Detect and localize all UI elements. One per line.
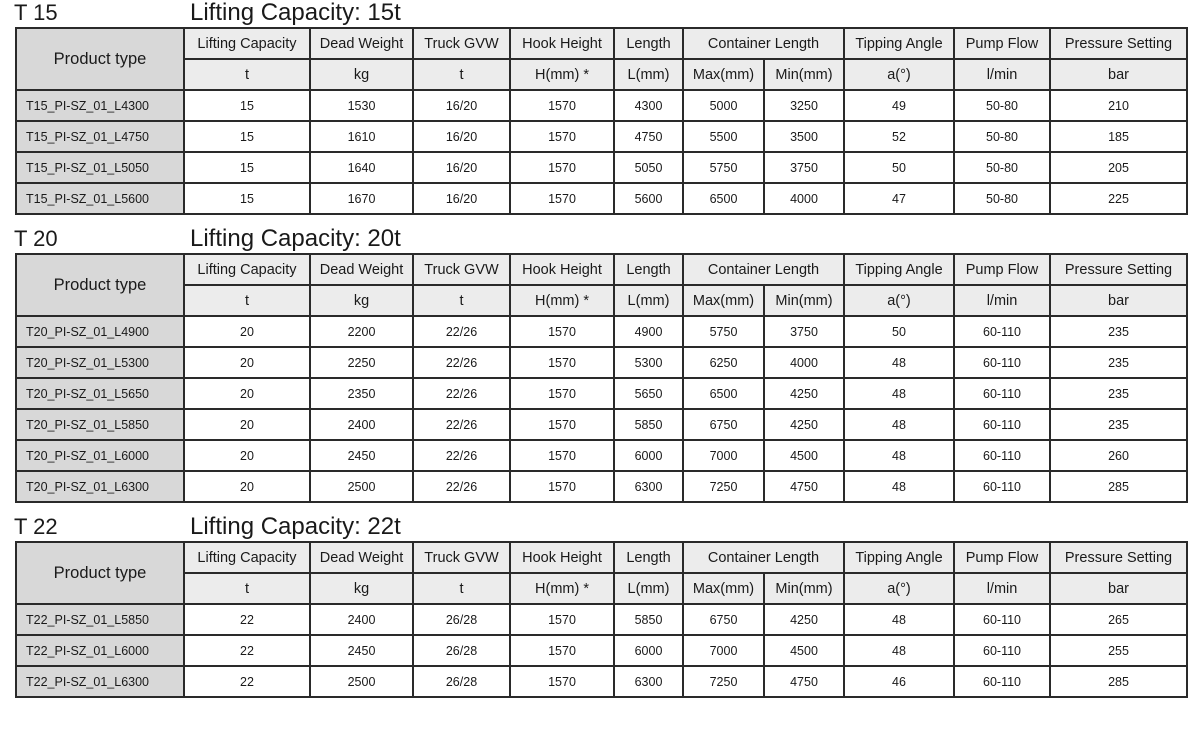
hook-height-cell: 1570: [510, 152, 614, 183]
lifting-capacity-cell: 22: [184, 604, 310, 635]
lifting-capacity-unit: t: [184, 59, 310, 90]
pressure-setting-unit: bar: [1050, 59, 1187, 90]
dead-weight-cell: 1610: [310, 121, 413, 152]
lifting-capacity-cell: 22: [184, 666, 310, 697]
lifting-capacity-cell: 20: [184, 409, 310, 440]
tipping-angle-unit: a(°): [844, 285, 954, 316]
length-cell: 5300: [614, 347, 683, 378]
container-length-min-cell: 3250: [764, 90, 844, 121]
hook-height-cell: 1570: [510, 378, 614, 409]
table-body: [16, 604, 1187, 697]
header-row-labels: [16, 28, 1187, 59]
hook-height-unit: H(mm) *: [510, 59, 614, 90]
container-length-max-cell: 7000: [683, 440, 764, 471]
dead-weight-unit: kg: [310, 573, 413, 604]
truck-gvw-header: Truck GVW: [413, 28, 510, 59]
container-length-max-cell: 7000: [683, 635, 764, 666]
pump-flow-header: Pump Flow: [954, 254, 1050, 285]
pressure-setting-cell: 265: [1050, 604, 1187, 635]
product-type-cell: T20_PI-SZ_01_L4900: [16, 316, 184, 347]
header-row-labels: [16, 542, 1187, 573]
pump-flow-cell: 60-110: [954, 666, 1050, 697]
hook-height-cell: 1570: [510, 409, 614, 440]
pump-flow-cell: 60-110: [954, 347, 1050, 378]
lifting-capacity-header: Lifting Capacity: [184, 254, 310, 285]
header-row-units: [16, 285, 1187, 316]
pressure-setting-header: Pressure Setting: [1050, 254, 1187, 285]
table-body: [16, 90, 1187, 214]
container-length-min-unit: Min(mm): [764, 59, 844, 90]
dead-weight-cell: 2200: [310, 316, 413, 347]
length-cell: 6000: [614, 635, 683, 666]
dead-weight-unit: kg: [310, 285, 413, 316]
product-type-header: Product type: [16, 542, 184, 604]
section-capacity-title: Lifting Capacity: 20t: [190, 225, 401, 252]
header-row-units: [16, 59, 1187, 90]
spec-table: [15, 253, 1188, 503]
container-length-min-cell: 4000: [764, 347, 844, 378]
pump-flow-unit: l/min: [954, 59, 1050, 90]
table-row: [16, 409, 1187, 440]
length-cell: 5050: [614, 152, 683, 183]
truck-gvw-cell: 22/26: [413, 440, 510, 471]
length-cell: 6300: [614, 471, 683, 502]
table-row: [16, 635, 1187, 666]
product-type-cell: T22_PI-SZ_01_L6000: [16, 635, 184, 666]
table-row: [16, 604, 1187, 635]
pump-flow-unit: l/min: [954, 285, 1050, 316]
tipping-angle-cell: 48: [844, 409, 954, 440]
tipping-angle-cell: 52: [844, 121, 954, 152]
pressure-setting-header: Pressure Setting: [1050, 28, 1187, 59]
tipping-angle-cell: 48: [844, 604, 954, 635]
dead-weight-header: Dead Weight: [310, 542, 413, 573]
pump-flow-header: Pump Flow: [954, 542, 1050, 573]
product-type-cell: T20_PI-SZ_01_L5300: [16, 347, 184, 378]
truck-gvw-header: Truck GVW: [413, 254, 510, 285]
lifting-capacity-cell: 20: [184, 471, 310, 502]
table-header: [16, 254, 1187, 316]
dead-weight-cell: 1530: [310, 90, 413, 121]
truck-gvw-cell: 22/26: [413, 471, 510, 502]
container-length-min-cell: 4250: [764, 409, 844, 440]
lifting-capacity-unit: t: [184, 285, 310, 316]
length-cell: 6300: [614, 666, 683, 697]
container-length-header: Container Length: [683, 254, 844, 285]
length-unit: L(mm): [614, 573, 683, 604]
container-length-max-cell: 7250: [683, 471, 764, 502]
container-length-min-unit: Min(mm): [764, 573, 844, 604]
lifting-capacity-cell: 20: [184, 440, 310, 471]
hook-height-unit: H(mm) *: [510, 573, 614, 604]
truck-gvw-cell: 22/26: [413, 378, 510, 409]
product-type-cell: T22_PI-SZ_01_L5850: [16, 604, 184, 635]
product-type-cell: T22_PI-SZ_01_L6300: [16, 666, 184, 697]
tipping-angle-cell: 49: [844, 90, 954, 121]
table-body: [16, 316, 1187, 502]
hook-height-cell: 1570: [510, 471, 614, 502]
pump-flow-cell: 50-80: [954, 90, 1050, 121]
truck-gvw-cell: 26/28: [413, 604, 510, 635]
length-cell: 5600: [614, 183, 683, 214]
pressure-setting-cell: 205: [1050, 152, 1187, 183]
length-unit: L(mm): [614, 59, 683, 90]
lifting-capacity-cell: 15: [184, 152, 310, 183]
tipping-angle-cell: 48: [844, 347, 954, 378]
section-capacity-title: Lifting Capacity: 15t: [190, 0, 401, 26]
table-row: [16, 666, 1187, 697]
container-length-max-unit: Max(mm): [683, 285, 764, 316]
lifting-capacity-cell: 15: [184, 121, 310, 152]
hook-height-header: Hook Height: [510, 542, 614, 573]
table-header: [16, 28, 1187, 90]
dead-weight-header: Dead Weight: [310, 28, 413, 59]
pump-flow-cell: 60-110: [954, 409, 1050, 440]
dead-weight-header: Dead Weight: [310, 254, 413, 285]
truck-gvw-cell: 16/20: [413, 121, 510, 152]
pump-flow-cell: 60-110: [954, 471, 1050, 502]
pump-flow-cell: 60-110: [954, 378, 1050, 409]
lifting-capacity-unit: t: [184, 573, 310, 604]
truck-gvw-cell: 26/28: [413, 635, 510, 666]
tipping-angle-cell: 48: [844, 471, 954, 502]
container-length-max-cell: 6250: [683, 347, 764, 378]
table-row: [16, 183, 1187, 214]
container-length-min-cell: 4500: [764, 635, 844, 666]
dead-weight-cell: 2350: [310, 378, 413, 409]
hook-height-unit: H(mm) *: [510, 285, 614, 316]
length-unit: L(mm): [614, 285, 683, 316]
hook-height-cell: 1570: [510, 347, 614, 378]
pressure-setting-cell: 260: [1050, 440, 1187, 471]
dead-weight-unit: kg: [310, 59, 413, 90]
section-capacity-title: Lifting Capacity: 22t: [190, 513, 401, 540]
truck-gvw-cell: 22/26: [413, 347, 510, 378]
product-type-header: Product type: [16, 28, 184, 90]
truck-gvw-header: Truck GVW: [413, 542, 510, 573]
tipping-angle-cell: 48: [844, 440, 954, 471]
pressure-setting-unit: bar: [1050, 573, 1187, 604]
truck-gvw-unit: t: [413, 59, 510, 90]
header-row-labels: [16, 254, 1187, 285]
pump-flow-cell: 60-110: [954, 604, 1050, 635]
pressure-setting-cell: 255: [1050, 635, 1187, 666]
container-length-min-cell: 3750: [764, 152, 844, 183]
lifting-capacity-cell: 15: [184, 90, 310, 121]
tipping-angle-cell: 46: [844, 666, 954, 697]
length-cell: 6000: [614, 440, 683, 471]
dead-weight-cell: 2450: [310, 440, 413, 471]
tipping-angle-cell: 47: [844, 183, 954, 214]
container-length-min-cell: 3750: [764, 316, 844, 347]
dead-weight-cell: 1640: [310, 152, 413, 183]
truck-gvw-cell: 26/28: [413, 666, 510, 697]
pressure-setting-cell: 285: [1050, 666, 1187, 697]
header-row-units: [16, 573, 1187, 604]
pressure-setting-cell: 235: [1050, 316, 1187, 347]
lifting-capacity-cell: 20: [184, 347, 310, 378]
dead-weight-cell: 2450: [310, 635, 413, 666]
container-length-max-cell: 5500: [683, 121, 764, 152]
pump-flow-cell: 60-110: [954, 440, 1050, 471]
container-length-max-cell: 6750: [683, 409, 764, 440]
table-row: [16, 347, 1187, 378]
container-length-max-cell: 6750: [683, 604, 764, 635]
container-length-min-cell: 4000: [764, 183, 844, 214]
lifting-capacity-cell: 20: [184, 378, 310, 409]
dead-weight-cell: 2250: [310, 347, 413, 378]
pressure-setting-cell: 185: [1050, 121, 1187, 152]
container-length-min-unit: Min(mm): [764, 285, 844, 316]
lifting-capacity-cell: 20: [184, 316, 310, 347]
container-length-max-unit: Max(mm): [683, 573, 764, 604]
hook-height-cell: 1570: [510, 440, 614, 471]
product-type-cell: T15_PI-SZ_01_L4300: [16, 90, 184, 121]
truck-gvw-cell: 22/26: [413, 316, 510, 347]
length-cell: 5650: [614, 378, 683, 409]
pump-flow-cell: 50-80: [954, 121, 1050, 152]
lifting-capacity-header: Lifting Capacity: [184, 542, 310, 573]
table-row: [16, 90, 1187, 121]
container-length-min-cell: 4750: [764, 666, 844, 697]
container-length-min-cell: 4500: [764, 440, 844, 471]
dead-weight-cell: 1670: [310, 183, 413, 214]
truck-gvw-unit: t: [413, 285, 510, 316]
hook-height-cell: 1570: [510, 121, 614, 152]
table-header: [16, 542, 1187, 604]
container-length-max-cell: 5000: [683, 90, 764, 121]
pressure-setting-cell: 235: [1050, 409, 1187, 440]
dead-weight-cell: 2400: [310, 409, 413, 440]
tipping-angle-header: Tipping Angle: [844, 542, 954, 573]
container-length-min-cell: 4750: [764, 471, 844, 502]
container-length-max-cell: 5750: [683, 152, 764, 183]
product-type-header: Product type: [16, 254, 184, 316]
length-cell: 5850: [614, 409, 683, 440]
lifting-capacity-header: Lifting Capacity: [184, 28, 310, 59]
tipping-angle-unit: a(°): [844, 573, 954, 604]
container-length-min-cell: 4250: [764, 604, 844, 635]
tipping-angle-header: Tipping Angle: [844, 254, 954, 285]
product-type-cell: T15_PI-SZ_01_L4750: [16, 121, 184, 152]
pressure-setting-cell: 225: [1050, 183, 1187, 214]
product-type-cell: T20_PI-SZ_01_L6000: [16, 440, 184, 471]
pressure-setting-cell: 210: [1050, 90, 1187, 121]
table-row: [16, 440, 1187, 471]
section-code: T 20: [14, 226, 58, 251]
length-header: Length: [614, 28, 683, 59]
spec-table: [15, 27, 1188, 215]
table-row: [16, 121, 1187, 152]
length-header: Length: [614, 542, 683, 573]
container-length-header: Container Length: [683, 28, 844, 59]
tipping-angle-header: Tipping Angle: [844, 28, 954, 59]
length-cell: 4300: [614, 90, 683, 121]
dead-weight-cell: 2500: [310, 471, 413, 502]
table-row: [16, 378, 1187, 409]
pump-flow-header: Pump Flow: [954, 28, 1050, 59]
hook-height-cell: 1570: [510, 666, 614, 697]
product-type-cell: T20_PI-SZ_01_L6300: [16, 471, 184, 502]
hook-height-cell: 1570: [510, 604, 614, 635]
table-row: [16, 152, 1187, 183]
tipping-angle-cell: 50: [844, 316, 954, 347]
pump-flow-cell: 60-110: [954, 316, 1050, 347]
hook-height-cell: 1570: [510, 183, 614, 214]
truck-gvw-cell: 16/20: [413, 90, 510, 121]
hook-height-cell: 1570: [510, 635, 614, 666]
truck-gvw-cell: 16/20: [413, 152, 510, 183]
hook-height-cell: 1570: [510, 316, 614, 347]
container-length-max-unit: Max(mm): [683, 59, 764, 90]
truck-gvw-unit: t: [413, 573, 510, 604]
hook-height-header: Hook Height: [510, 28, 614, 59]
length-header: Length: [614, 254, 683, 285]
pressure-setting-cell: 235: [1050, 378, 1187, 409]
container-length-min-cell: 4250: [764, 378, 844, 409]
tipping-angle-cell: 48: [844, 378, 954, 409]
container-length-min-cell: 3500: [764, 121, 844, 152]
length-cell: 4750: [614, 121, 683, 152]
length-cell: 4900: [614, 316, 683, 347]
pump-flow-cell: 50-80: [954, 183, 1050, 214]
product-type-cell: T15_PI-SZ_01_L5050: [16, 152, 184, 183]
product-type-cell: T15_PI-SZ_01_L5600: [16, 183, 184, 214]
hook-height-header: Hook Height: [510, 254, 614, 285]
truck-gvw-cell: 22/26: [413, 409, 510, 440]
pressure-setting-header: Pressure Setting: [1050, 542, 1187, 573]
product-type-cell: T20_PI-SZ_01_L5650: [16, 378, 184, 409]
lifting-capacity-cell: 22: [184, 635, 310, 666]
pump-flow-unit: l/min: [954, 573, 1050, 604]
length-cell: 5850: [614, 604, 683, 635]
product-type-cell: T20_PI-SZ_01_L5850: [16, 409, 184, 440]
table-row: [16, 316, 1187, 347]
tipping-angle-unit: a(°): [844, 59, 954, 90]
container-length-max-cell: 5750: [683, 316, 764, 347]
section-code: T 22: [14, 514, 58, 539]
pump-flow-cell: 60-110: [954, 635, 1050, 666]
table-row: [16, 471, 1187, 502]
section-code: T 15: [14, 0, 58, 25]
pump-flow-cell: 50-80: [954, 152, 1050, 183]
dead-weight-cell: 2500: [310, 666, 413, 697]
pressure-setting-cell: 235: [1050, 347, 1187, 378]
pressure-setting-cell: 285: [1050, 471, 1187, 502]
lifting-capacity-cell: 15: [184, 183, 310, 214]
hook-height-cell: 1570: [510, 90, 614, 121]
container-length-header: Container Length: [683, 542, 844, 573]
truck-gvw-cell: 16/20: [413, 183, 510, 214]
dead-weight-cell: 2400: [310, 604, 413, 635]
spec-table: [15, 541, 1188, 698]
container-length-max-cell: 7250: [683, 666, 764, 697]
container-length-max-cell: 6500: [683, 183, 764, 214]
container-length-max-cell: 6500: [683, 378, 764, 409]
tipping-angle-cell: 48: [844, 635, 954, 666]
pressure-setting-unit: bar: [1050, 285, 1187, 316]
tipping-angle-cell: 50: [844, 152, 954, 183]
